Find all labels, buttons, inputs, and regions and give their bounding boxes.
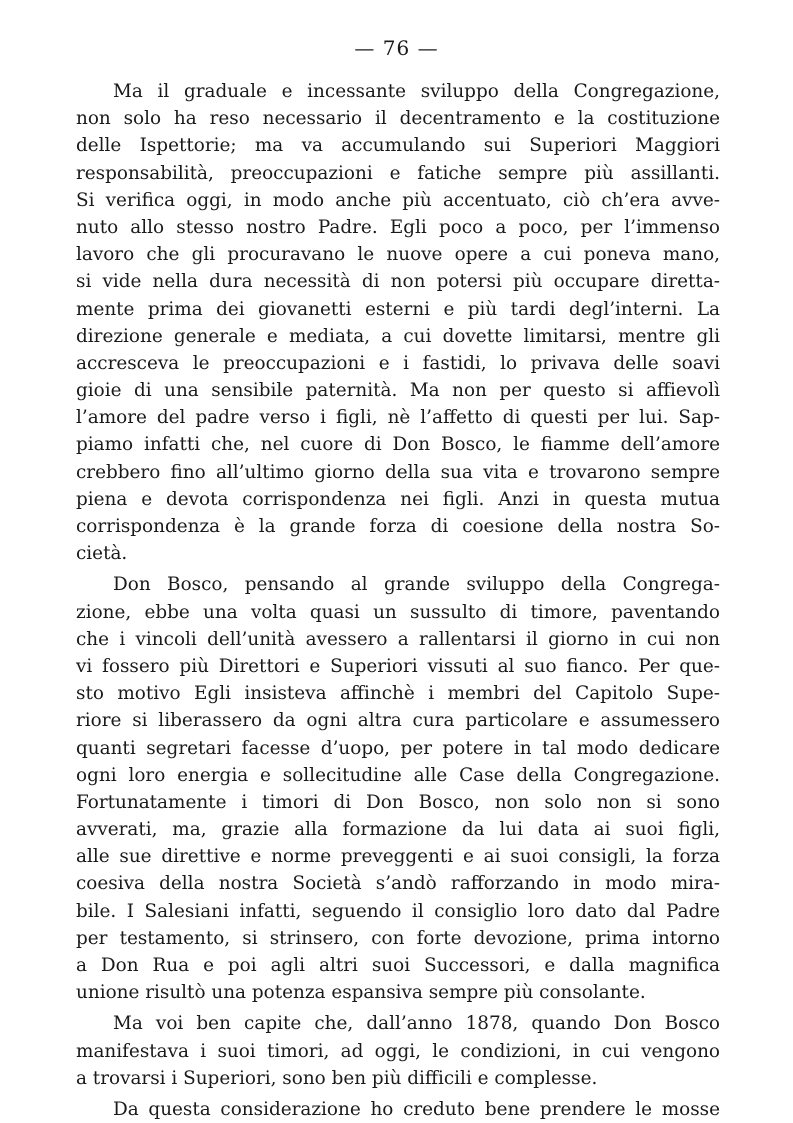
text-line: gioie di una sensibile paternità. Ma non per questo si affievolì <box>76 380 720 402</box>
text-line: zione, ebbe una volta quasi un sussulto di timore, paventando <box>76 601 720 623</box>
text-line: Si verifica oggi, in modo anche più accentuato, ciò ch’era avve- <box>76 189 720 211</box>
text-line: crebbero fino all’ultimo giorno della sua vita e trovarono sempre <box>76 461 720 483</box>
text-line: Fortunatamente i timori di Don Bosco, non solo non si sono <box>76 791 720 813</box>
text-line: bile. I Salesiani infatti, seguendo il consiglio loro dato dal Padre <box>76 900 720 922</box>
text-line: piena e devota corrispondenza nei figli. Anzi in questa mutua <box>76 488 720 510</box>
text-line: Ma il graduale e incessante sviluppo della Congregazione, <box>113 81 720 102</box>
paragraph <box>76 1096 720 1123</box>
text-line: alle sue direttive e norme preveggenti e ai suoi consigli, la forza <box>76 846 720 868</box>
text-line: corrispondenza è la grande forza di coesione della nostra So- <box>76 516 720 537</box>
text-line: vi fossero più Direttori e Superiori vissuti al suo fianco. Per que- <box>76 655 720 677</box>
text-line: l’amore del padre verso i figli, nè l’affetto di questi per lui. Sap- <box>76 407 720 429</box>
text-line: responsabilità, preoccupazioni e fatiche sempre più assillanti. <box>76 162 720 184</box>
text-line: a trovarsi i Superiori, sono ben più difficili e complesse. <box>76 1067 598 1089</box>
text-line: mente prima dei giovanetti esterni e più tardi degl’interni. La <box>76 298 720 320</box>
text-line: si vide nella dura necessità di non potersi più occupare diretta- <box>76 271 720 293</box>
body-text <box>76 78 720 1123</box>
text-line: ogni loro energia e sollecitudine alle Case della Congregazione. <box>76 764 720 786</box>
text-line: lavoro che gli procuravano le nuove opere a cui poneva mano, <box>76 244 720 266</box>
text-line: unione risultò una potenza espansiva sempre più consolante. <box>76 982 646 1004</box>
text-line: sto motivo Egli insisteva affinchè i membri del Capitolo Supe- <box>76 683 720 705</box>
text-line: accresceva le preoccupazioni e i fastidi, lo privava delle soavi <box>76 352 720 374</box>
text-line: riore si liberassero da ogni altra cura particolare e assumessero <box>76 710 720 732</box>
text-line: cietà. <box>76 543 128 565</box>
text-line: per testamento, si strinsero, con forte devozione, prima intorno <box>76 927 720 949</box>
paragraph <box>76 1010 720 1092</box>
text-line: avverati, ma, grazie alla formazione da lui data ai suoi figli, <box>76 819 720 841</box>
paragraph <box>76 571 720 1006</box>
text-line: non solo ha reso necessario il decentramento e la costituzione <box>76 108 720 130</box>
text-line: direzione generale e mediata, a cui dovette limitarsi, mentre gli <box>76 325 720 347</box>
text-line: nuto allo stesso nostro Padre. Egli poco a poco, per l’immenso <box>76 216 720 238</box>
text-line: piamo infatti che, nel cuore di Don Bosco, le fiamme dell’amore <box>76 434 720 456</box>
text-line: Ma voi ben capite che, dall’anno 1878, quando Don Bosco <box>113 1013 720 1035</box>
text-line: coesiva della nostra Società s’andò rafforzando in modo mira- <box>76 873 720 895</box>
text-line: delle Ispettorie; ma va accumulando sui Superiori Maggiori <box>76 135 720 157</box>
paragraph <box>76 78 720 567</box>
text-line: Da questa considerazione ho creduto bene prendere le mosse <box>113 1098 720 1120</box>
text-line: che i vincoli dell’unità avessero a rallentarsi il giorno in cui non <box>76 628 720 650</box>
text-line: a Don Rua e poi agli altri suoi Successori, e dalla magnifica <box>76 955 720 976</box>
text-line: manifestava i suoi timori, ad oggi, le condizioni, in cui vengono <box>76 1040 720 1062</box>
text-line: Don Bosco, pensando al grande sviluppo della Congrega- <box>113 574 720 596</box>
page-number: — 76 — <box>354 36 439 60</box>
text-line: quanti segretari facesse d’uopo, per potere in tal modo dedicare <box>76 737 720 759</box>
